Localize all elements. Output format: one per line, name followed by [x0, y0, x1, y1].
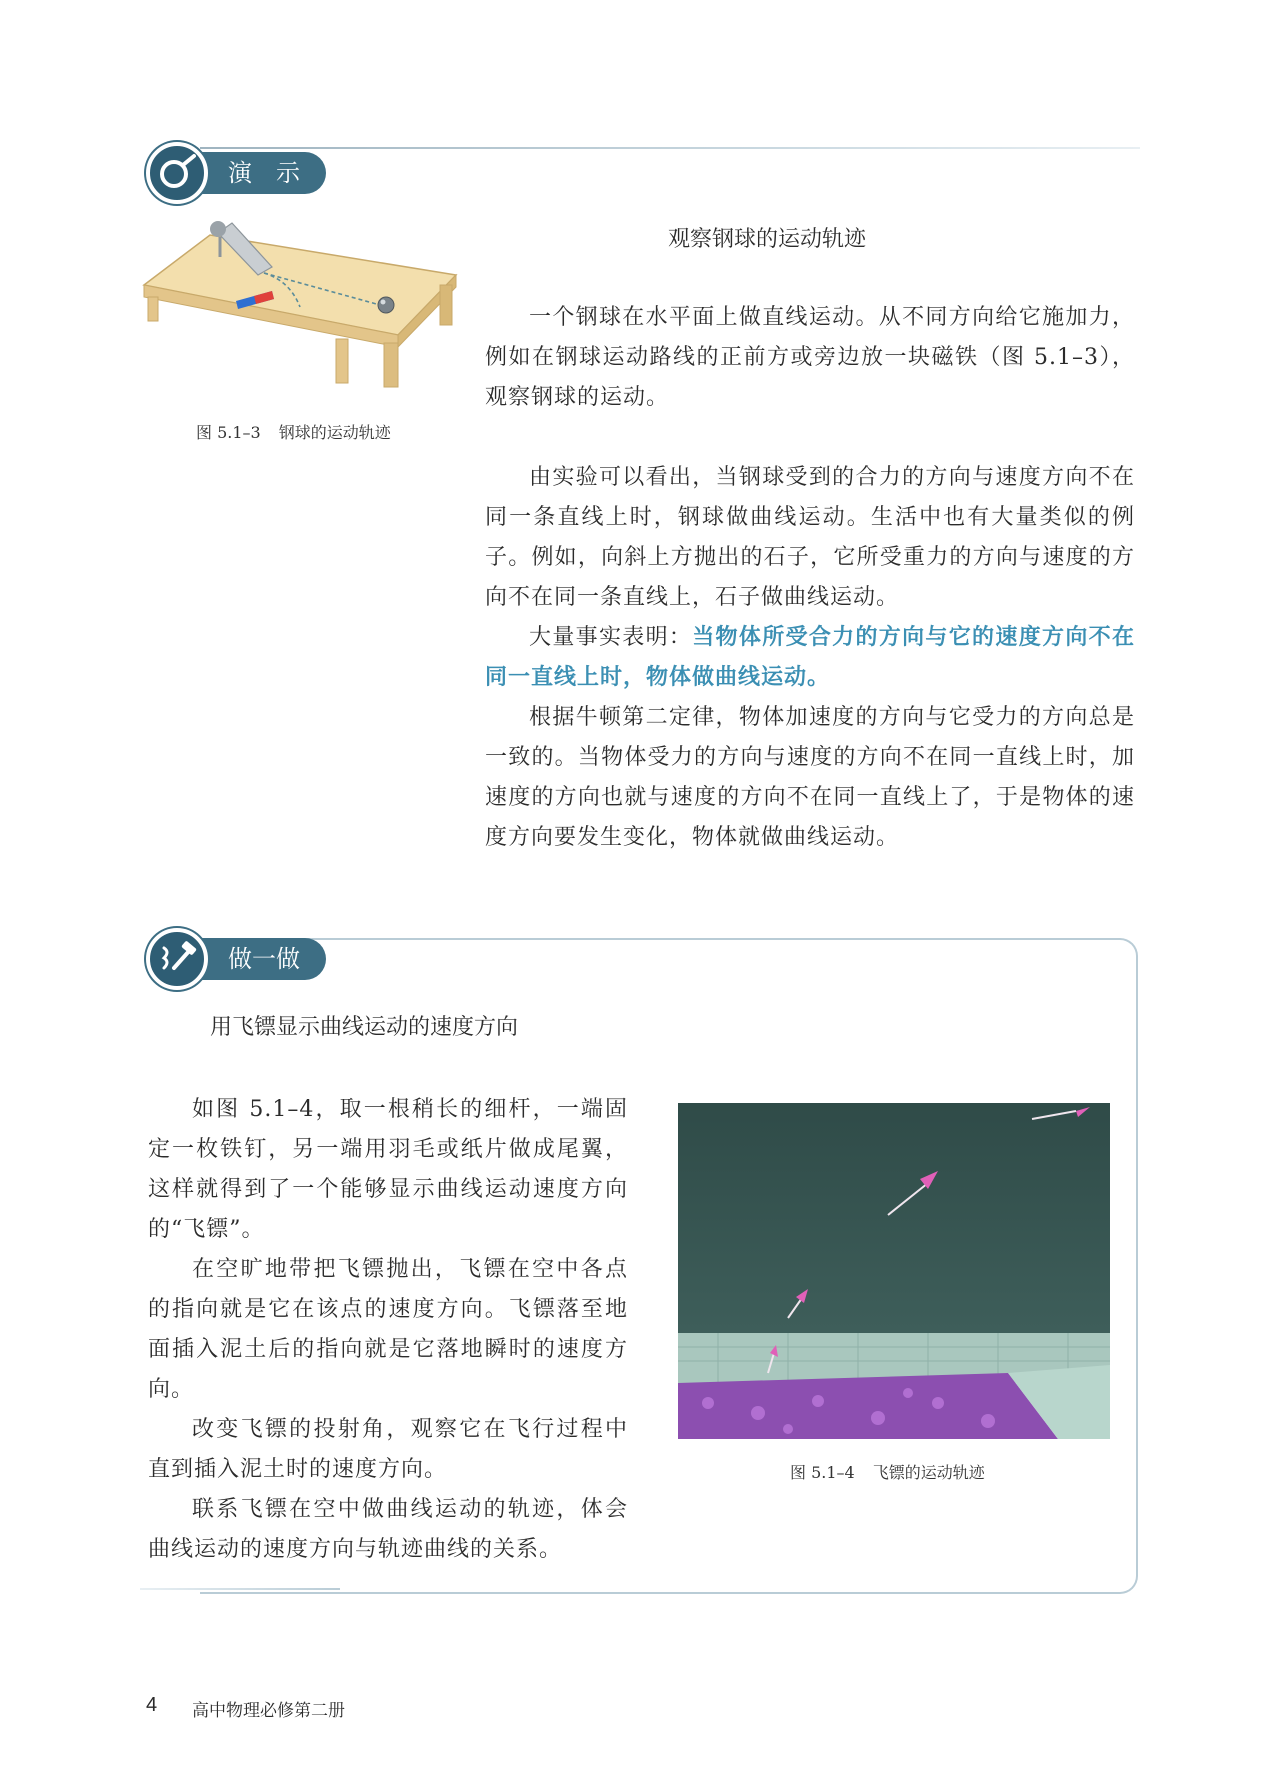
demo-title: 观察钢球的运动轨迹 [668, 227, 867, 252]
demo-intro [485, 298, 1135, 418]
figure-5-1-4-photo [678, 1103, 1110, 1439]
figure-number: 图 5.1–4 [790, 1463, 855, 1482]
body-paragraph-3: 根据牛顿第二定律，物体加速度的方向与它受力的方向总是一致的。当物体受力的方向与速度的方向不在同一直线上时，加速度的方向也就与速度的方向不在同一直线上了，于是物体的速度方向要发生变化，物体就做曲线运动。 [485, 705, 1135, 850]
figure-caption-text: 飞镖的运动轨迹 [872, 1463, 985, 1482]
body-paragraph-2 [485, 618, 1135, 698]
body-paragraph-1: 由实验可以看出，当钢球受到的合力的方向与速度方向不在同一条直线上时，钢球做曲线运动。生活中也有大量类似的例子。例如，向斜上方抛出的石子，它所受重力的方向与速度的方向不在同一条直线上，石子做曲线运动。 [485, 465, 1135, 610]
figure-5-1-3 [140, 215, 460, 395]
body-text [485, 458, 1135, 858]
activity-badge-label: 做一做 [228, 945, 300, 973]
demo-badge-label: 演 示 [228, 159, 300, 187]
activity-paragraph-1: 如图 5.1–4，取一根稍长的细杆，一端固定一枚铁钉，另一端用羽毛或纸片做成尾翼，这样就得到了一个能够显示曲线运动速度方向的“飞镖”。 [148, 1097, 628, 1242]
figure-number: 图 5.1–3 [196, 423, 261, 442]
figure-5-1-4-caption [790, 1460, 985, 1483]
activity-title: 用飞镖显示曲线运动的速度方向 [210, 1015, 519, 1040]
activity-paragraph-2: 在空旷地带把飞镖抛出，飞镖在空中各点的指向就是它在该点的速度方向。飞镖落至地面插入泥土后的指向就是它落地瞬时的速度方向。 [148, 1257, 628, 1402]
demo-header-rule [200, 147, 1140, 149]
demo-intro-text: 一个钢球在水平面上做直线运动。从不同方向给它施加力，例如在钢球运动路线的正前方或旁边放一块磁铁（图 5.1–3），观察钢球的运动。 [485, 305, 1135, 410]
conclusion-lead: 大量事实表明： [529, 625, 693, 650]
figure-caption-text: 钢球的运动轨迹 [278, 423, 391, 442]
hands-on-icon [146, 928, 208, 990]
activity-paragraph-3: 改变飞镖的投射角，观察它在飞行过程中直到插入泥土时的速度方向。 [148, 1417, 628, 1482]
figure-5-1-3-caption [196, 420, 391, 443]
activity-box-bottom-rule [140, 1588, 340, 1590]
magnifier-icon [146, 142, 208, 204]
activity-paragraph-4: 联系飞镖在空中做曲线运动的轨迹，体会曲线运动的速度方向与轨迹曲线的关系。 [148, 1497, 628, 1562]
conclusion-highlight: 当物体所受合力的方向与它的速度方向不在同一直线上时，物体做曲线运动。 [485, 625, 1135, 690]
book-title: 高中物理必修第二册 [192, 1701, 345, 1721]
page-number: 4 [146, 1694, 158, 1716]
activity-text [148, 1090, 628, 1570]
